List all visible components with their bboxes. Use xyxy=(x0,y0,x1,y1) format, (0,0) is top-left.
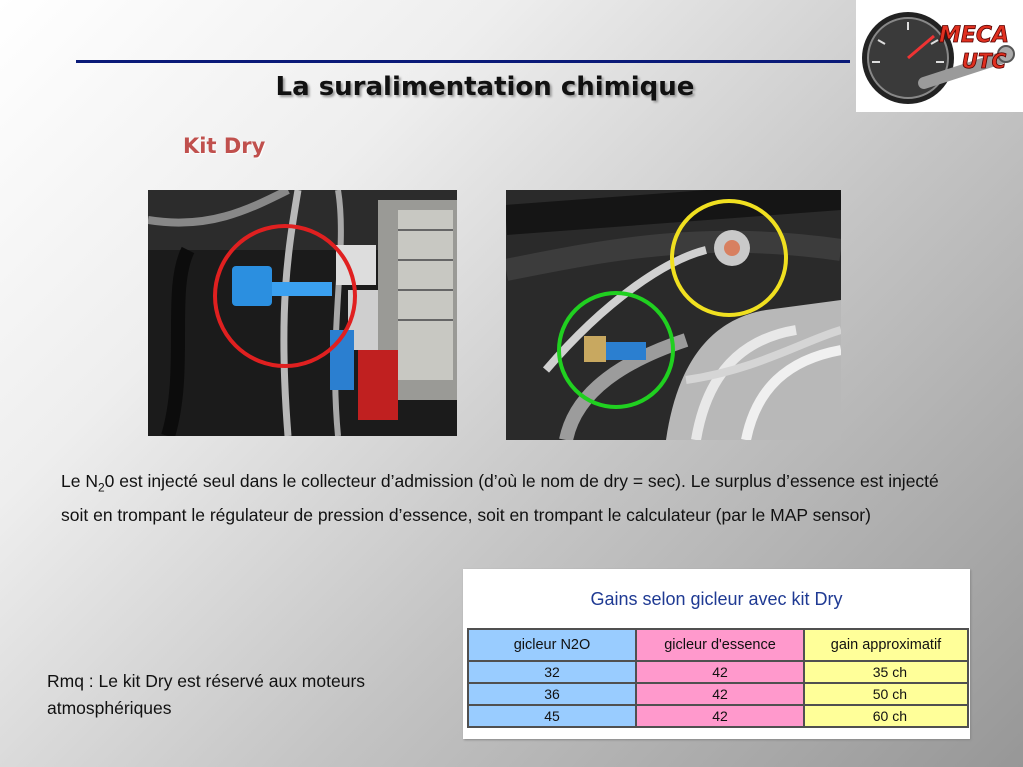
cell-essence: 42 xyxy=(636,683,804,705)
cell-essence: 42 xyxy=(636,705,804,727)
cell-n2o: 45 xyxy=(468,705,636,727)
meca-utc-logo xyxy=(856,0,1023,112)
desc-subscript: 2 xyxy=(97,480,105,495)
table-row xyxy=(468,705,968,727)
engine-photo-right xyxy=(506,190,841,440)
cell-n2o: 32 xyxy=(468,661,636,683)
cell-gain: 60 ch xyxy=(804,705,968,727)
engine-photo-left xyxy=(148,190,457,436)
slide-title: La suralimentation chimique xyxy=(275,72,695,102)
cell-essence: 42 xyxy=(636,661,804,683)
slide-subtitle: Kit Dry xyxy=(183,134,266,158)
speedometer-logo-icon xyxy=(856,0,1023,112)
table-header-row xyxy=(468,629,968,661)
gains-table-panel xyxy=(463,569,970,739)
header-gicleur-n2o: gicleur N2O xyxy=(468,629,636,661)
cell-gain: 50 ch xyxy=(804,683,968,705)
logo-text-1: MECA xyxy=(938,23,1010,48)
table-row xyxy=(468,683,968,705)
note-text: Rmq : Le kit Dry est réservé aux moteurs atmosphériques xyxy=(47,671,366,718)
gains-table xyxy=(467,628,969,728)
header-gicleur-essence: gicleur d'essence xyxy=(636,629,804,661)
cell-gain: 35 ch xyxy=(804,661,968,683)
table-row xyxy=(468,661,968,683)
header-gain: gain approximatif xyxy=(804,629,968,661)
logo-text-2: UTC xyxy=(961,49,1007,73)
desc-part-1: Le N xyxy=(61,471,98,491)
table-title: Gains selon gicleur avec kit Dry xyxy=(590,589,843,609)
cell-n2o: 36 xyxy=(468,683,636,705)
title-rule xyxy=(76,60,850,63)
desc-part-2: 0 est injecté seul dans le collecteur d’admission (d’où le nom de dry = sec). Le surplus d’essence est injecté soit en trompant le régulateur de pression d’essence, soit en trompant le calculateur (par le MAP sensor) xyxy=(61,471,939,525)
description-text xyxy=(61,468,961,529)
